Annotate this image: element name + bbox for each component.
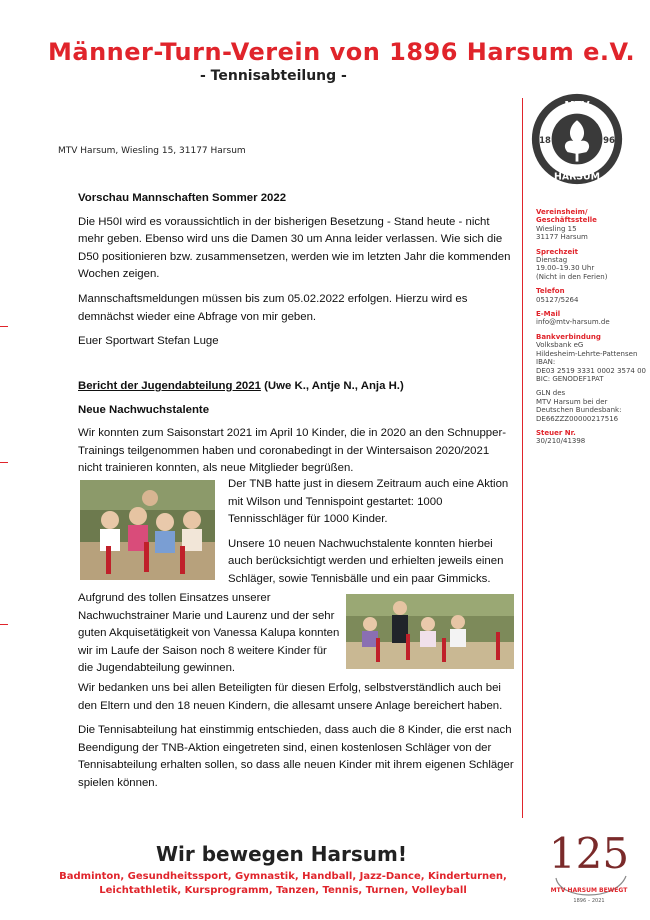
iban-value: DE03 2519 3331 0002 3574 00 [536, 366, 647, 375]
sprechzeit-time: 19.00–19.30 Uhr [536, 264, 595, 273]
logo-text-bottom: HARSUM [553, 171, 601, 183]
bank-branch: Hildesheim-Lehrte-Pattensen [536, 349, 638, 358]
department-subtitle: - Tennisabteilung - [200, 68, 347, 84]
mtv-logo [530, 92, 624, 186]
badge-number: 125 [548, 829, 630, 878]
youth-section [78, 378, 516, 485]
paragraph: Die H50I wird es voraussichtlich in der bisherigen Besetzung - Stand heute - nicht mehr geben. Ebenso wird uns die Damen 30 um Anna leider verlassen. Wie sich die D50 positionieren bzw. zusammensetzen, werden wie im letzten Jahr die kommenden Wochen zeigen. [78, 215, 511, 281]
email-value[interactable]: info@mtv-harsum.de [536, 318, 610, 327]
closing-text [78, 680, 516, 793]
vereinsheim-label: Vereinsheim/ Geschäftsstelle [536, 208, 597, 225]
tnb-text [228, 476, 518, 589]
fold-mark [0, 462, 8, 463]
sprechzeit-note: (Nicht in den Ferien) [536, 272, 608, 281]
gln-line: GLN des [536, 389, 566, 398]
section-heading-underlined: Bericht der Jugendabteilung 2021 [78, 380, 261, 392]
children-photo [346, 594, 514, 669]
logo-text-top: MTV [564, 99, 590, 112]
sports-line: Leichtathletik, Kursprogramm, Tanzen, Tennis, Turnen, Volleyball [99, 885, 467, 896]
trainer-text [78, 590, 340, 678]
paragraph: Wir konnten zum Saisonstart 2021 im April 10 Kinder, die in 2020 an den Schnupper-Trainings teilgenommen haben und coronabedingt in der Wintersaison 2020/2021 nicht trainieren konnten, als neue Mitglieder begrüßen. [78, 427, 507, 475]
paragraph: Mannschaftsmeldungen müssen bis zum 05.02.2022 erfolgen. Hierzu wird es demnächst wieder eine Abfrage von mir geben. [78, 292, 468, 323]
sprechzeit-label: Sprechzeit [536, 247, 578, 256]
vereinsheim-city: 31177 Harsum [536, 233, 588, 242]
sprechzeit-day: Dienstag [536, 256, 568, 265]
sports-list [58, 870, 508, 898]
anniversary-badge [546, 818, 632, 908]
contact-sidebar [536, 208, 646, 452]
bank-name: Volksbank eG [536, 341, 584, 350]
logo-text-left: 18 [539, 134, 551, 145]
steuer-value: 30/210/41398 [536, 437, 586, 446]
email-label: E-Mail [536, 310, 561, 319]
gln-line: MTV Harsum bei der [536, 397, 608, 406]
iban-label: IBAN: [536, 358, 556, 367]
telefon-value: 05127/5264 [536, 295, 579, 304]
club-title: Männer-Turn-Verein von 1896 Harsum e.V. [48, 38, 636, 66]
logo-text-right: 96 [603, 134, 615, 145]
telefon-label: Telefon [536, 287, 565, 296]
paragraph: Unsere 10 neuen Nachwuchstalente konnten hierbei auch berücksichtigt werden und erhielten jeweils einen Schläger, sowie Tennisbälle und ein paar Gimmicks. [228, 537, 504, 585]
sender-address: MTV Harsum, Wiesling 15, 31177 Harsum [58, 146, 246, 156]
steuer-label: Steuer Nr. [536, 428, 576, 437]
paragraph: Aufgrund des tollen Einsatzes unserer Nachwuchstrainer Marie und Laurenz und der sehr guten Akquisetätigkeit von Vanessa Kalupa konnten wir im Laufe der Saison noch 8 weitere Kinder für die Jugendabteilung gewinnen. [78, 592, 340, 675]
fold-mark [0, 624, 8, 625]
slogan: Wir bewegen Harsum! [156, 842, 407, 866]
children-photo [80, 480, 215, 580]
fold-mark [0, 326, 8, 327]
badge-text: MTV HARSUM BEWEGT [550, 887, 628, 894]
paragraph: Wir bedanken uns bei allen Beteiligten für diesen Erfolg, selbstverständlich auch bei den Eltern und den 18 neuen Kindern, die allesamt unsere Anlage bereichert haben. [78, 682, 503, 712]
badge-years: 1896 – 2021 [573, 898, 605, 904]
gln-line: Deutschen Bundesbank: [536, 406, 622, 415]
section-heading-authors: (Uwe K., Antje N., Anja H.) [260, 380, 404, 392]
section-heading [78, 378, 516, 396]
bic-value: BIC: GENODEF1PAT [536, 374, 604, 383]
bank-label: Bankverbindung [536, 332, 601, 341]
paragraph: Die Tennisabteilung hat einstimmig entschieden, dass auch die 8 Kinder, die erst nach Beendigung der TNB-Aktion eingetreten sind, einen kostenlosen Schläger von der Tennisabteilung erhalten sollen, so dass alle neuen Kinder mit ihrem eigenen Schläger spielen können. [78, 724, 514, 789]
section-heading: Vorschau Mannschaften Sommer 2022 [78, 192, 287, 204]
paragraph: Der TNB hatte just in diesem Zeitraum auch eine Aktion mit Wilson und Tennispoint gestartet: 1000 Tennisschläger für 1000 Kinder. [228, 478, 509, 526]
signature-line: Euer Sportwart Stefan Luge [78, 335, 219, 348]
sidebar-divider [522, 98, 523, 818]
gln-value: DE66ZZZ00000217516 [536, 414, 619, 423]
sports-line: Badminton, Gesundheitssport, Gymnastik, Handball, Jazz-Dance, Kinderturnen, [59, 871, 507, 882]
vereinsheim-street: Wiesling 15 [536, 224, 577, 233]
main-content [78, 190, 516, 358]
subheading: Neue Nachwuchstalente [78, 403, 210, 416]
